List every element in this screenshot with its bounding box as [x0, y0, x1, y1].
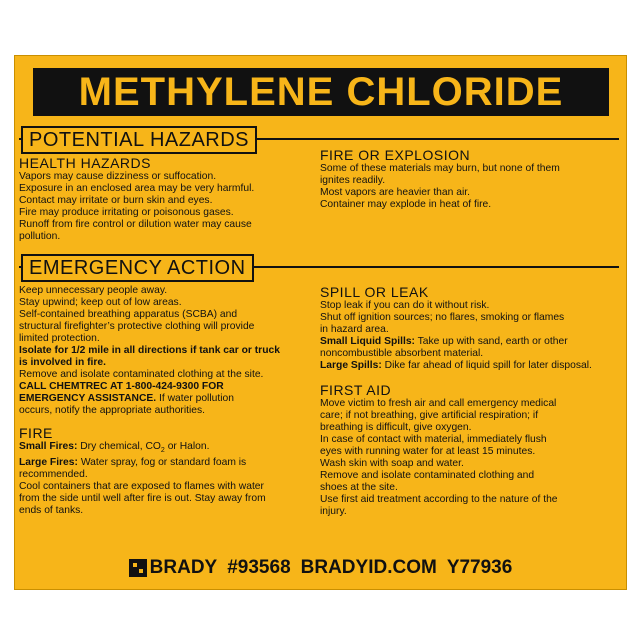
- emergency-line: Keep unnecessary people away.: [19, 285, 168, 296]
- hazard-label: [14, 55, 627, 590]
- first-aid-line: injury.: [320, 506, 347, 517]
- large-spills-text: Dike far ahead of liquid spill for later disposal.: [381, 360, 592, 371]
- health-hazards-heading: HEALTH HAZARDS: [19, 155, 151, 171]
- small-fires-text: Dry chemical, CO: [77, 441, 161, 452]
- label-title: METHYLENE CHLORIDE: [33, 68, 609, 116]
- cool-containers-line: ends of tanks.: [19, 505, 84, 517]
- emergency-line: Self-contained breathing apparatus (SCBA) and: [19, 309, 238, 320]
- first-aid-line: shoes at the site.: [320, 482, 398, 493]
- emergency-line: Stay upwind; keep out of low areas.: [19, 297, 182, 308]
- first-aid-line: Remove and isolate contaminated clothing and: [320, 470, 535, 481]
- emergency-line: Remove and isolate contaminated clothing at the site.: [19, 369, 264, 380]
- spill-line: Stop leak if you can do it without risk.: [320, 300, 490, 311]
- small-spills-label: Small Liquid Spills:: [320, 336, 415, 347]
- potential-hazards-heading: POTENTIAL HAZARDS: [21, 126, 257, 154]
- small-spills-line: [320, 336, 622, 348]
- first-aid-line: care; if not breathing, give artificial respiration; if: [320, 410, 539, 421]
- emergency-line: structural firefighter’s protective clothing will provide: [19, 321, 255, 332]
- fire-explosion-heading: FIRE OR EXPLOSION: [320, 147, 471, 163]
- health-line: Exposure in an enclosed area may be very harmful.: [19, 183, 255, 194]
- health-line: Vapors may cause dizziness or suffocation.: [19, 171, 217, 182]
- small-spills-text: Take up with sand, earth or other: [414, 336, 568, 347]
- large-fires-text: Water spray, fog or standard foam is: [77, 457, 247, 469]
- first-aid-line: eyes with running water for at least 15 minutes.: [320, 446, 536, 457]
- health-line: pollution.: [19, 231, 61, 242]
- brady-brand: [129, 557, 218, 579]
- small-fires-line: [19, 441, 311, 457]
- spill-line: Shut off ignition sources; no flares, smoking or flames: [320, 312, 565, 323]
- chemtrec-line: [19, 393, 311, 405]
- co2-subscript: 2: [160, 447, 165, 455]
- first-aid-line: Wash skin with soap and water.: [320, 458, 464, 469]
- small-fires-label: Small Fires:: [19, 441, 78, 452]
- fire-heading: FIRE: [19, 425, 53, 441]
- large-fires-line: recommended.: [19, 469, 88, 481]
- first-aid-heading: FIRST AID: [320, 382, 392, 398]
- emergency-line: limited protection.: [19, 333, 100, 344]
- emergency-isolate-line: Isolate for 1/2 mile in all directions if tank car or truck: [19, 345, 280, 356]
- brand-url: BRADYID.COM: [300, 557, 437, 578]
- fire-explosion-line: Container may explode in heat of fire.: [320, 199, 492, 210]
- label-footer: [15, 553, 626, 583]
- product-code: Y77936: [446, 557, 513, 578]
- large-fires-label: Large Fires:: [19, 457, 78, 469]
- health-line: Runoff from fire control or dilution water may cause: [19, 219, 252, 230]
- fire-explosion-line: ignites readily.: [320, 175, 386, 186]
- emergency-general-section: [19, 285, 311, 517]
- small-fires-text-end: or Halon.: [164, 441, 210, 452]
- brady-logo-icon: [129, 559, 147, 577]
- large-spills-label: Large Spills:: [320, 360, 382, 371]
- chemtrec-line: CALL CHEMTREC AT 1-800-424-9300 FOR: [19, 381, 224, 392]
- small-spills-line: noncombustible absorbent material.: [320, 348, 484, 359]
- large-spills-line: [320, 360, 622, 372]
- brand-name: BRADY: [149, 557, 218, 578]
- first-aid-line: breathing is difficult, give oxygen.: [320, 422, 472, 433]
- first-aid-line: In case of contact with material, immediately flush: [320, 434, 547, 445]
- emergency-isolate-line: is involved in fire.: [19, 357, 106, 368]
- fire-explosion-line: Some of these materials may burn, but none of them: [320, 163, 560, 174]
- health-hazards-section: [19, 155, 309, 243]
- spill-leak-heading: SPILL OR LEAK: [320, 284, 429, 300]
- large-fires-line: [19, 457, 311, 469]
- cool-containers-line: Cool containers that are exposed to flames with water: [19, 481, 264, 493]
- health-line: Fire may produce irritating or poisonous gases.: [19, 207, 234, 218]
- fire-explosion-section: [320, 147, 620, 211]
- emergency-line: occurs, notify the appropriate authorities.: [19, 405, 206, 416]
- fire-explosion-line: Most vapors are heavier than air.: [320, 187, 470, 198]
- part-number: #93568: [227, 557, 291, 578]
- emergency-action-heading: EMERGENCY ACTION: [21, 254, 254, 282]
- spill-leak-section: [320, 284, 622, 518]
- chemtrec-assistance: EMERGENCY ASSISTANCE.: [19, 393, 157, 404]
- health-line: Contact may irritate or burn skin and eyes.: [19, 195, 213, 206]
- cool-containers-line: from the side until well after fire is out. Stay away from: [19, 493, 266, 505]
- pollution-text: If water pollution: [156, 393, 234, 404]
- first-aid-line: Use first aid treatment according to the nature of the: [320, 494, 558, 505]
- spill-line: in hazard area.: [320, 324, 389, 335]
- first-aid-line: Move victim to fresh air and call emergency medical: [320, 398, 557, 409]
